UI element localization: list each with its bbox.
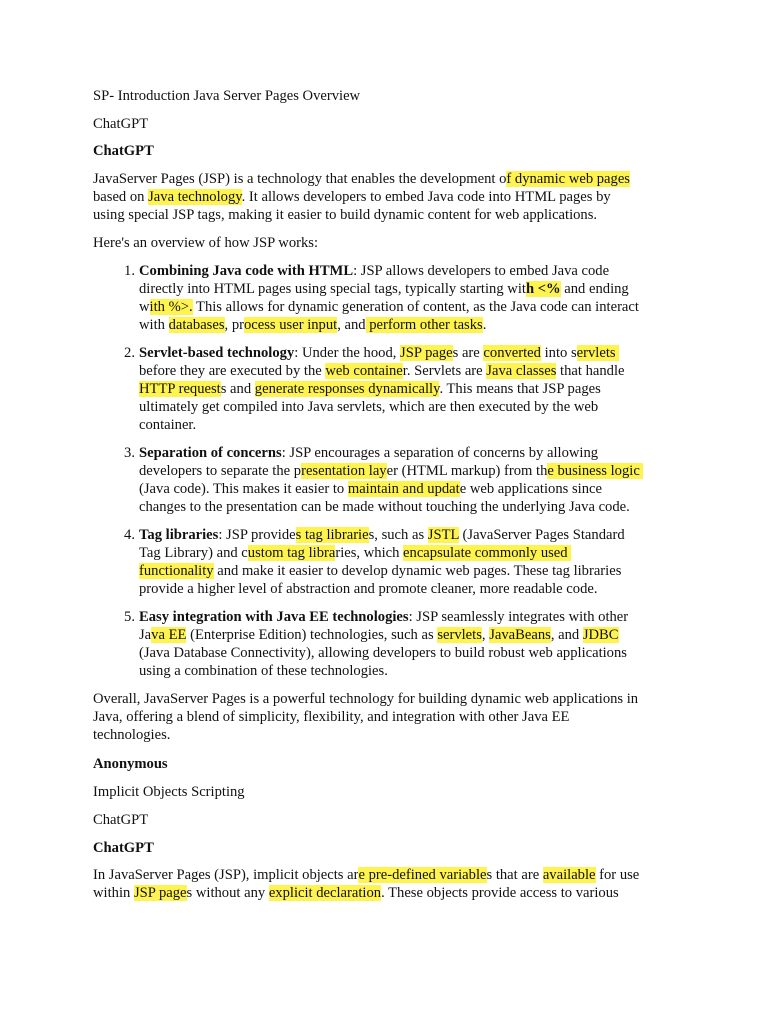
text-run: (Enterprise Edition) technologies, such as <box>186 627 438 643</box>
highlighted-text: functionality <box>139 563 214 579</box>
text-run: : JSP provide <box>218 527 296 543</box>
text-line <box>139 644 627 662</box>
text-run: s without any <box>186 885 269 901</box>
text-run: : JSP allows developers to embed Java code <box>353 263 610 279</box>
text-line <box>93 726 170 744</box>
text-line <box>139 498 630 516</box>
text-run: provide a higher level of abstraction and promote cleaner, more readable code. <box>139 581 598 597</box>
text-run: based on <box>93 189 149 205</box>
text-line <box>93 708 569 726</box>
list-number: 1. <box>124 263 135 279</box>
text-line <box>139 362 624 380</box>
text-line <box>139 526 625 544</box>
highlighted-text: s tag librarie <box>295 527 369 543</box>
text-run: developers to separate the p <box>139 463 302 479</box>
text-line <box>139 444 598 462</box>
text-line <box>139 316 486 334</box>
highlighted-text: Java technology <box>148 189 242 205</box>
text-run: . These objects provide access to various <box>381 885 619 901</box>
text-line <box>93 811 148 829</box>
highlighted-text: servlets <box>437 627 482 643</box>
text-line <box>139 544 571 562</box>
text-run: . This means that JSP pages <box>439 381 601 397</box>
text-line <box>139 662 388 680</box>
text-run: , and <box>337 317 366 333</box>
text-line <box>93 839 154 857</box>
text-line <box>93 170 630 188</box>
highlighted-text: perform other tasks <box>365 317 483 333</box>
text-line <box>93 884 619 902</box>
highlighted-text: JavaBeans <box>489 627 551 643</box>
text-line <box>93 115 148 133</box>
text-line <box>139 380 601 398</box>
highlighted-text: Java classes <box>486 363 557 379</box>
text-run: SP- Introduction Java Server Pages Overview <box>93 88 361 104</box>
highlighted-text: va EE <box>151 627 187 643</box>
text-run: : JSP encourages a separation of concerns by allowing <box>281 445 599 461</box>
highlighted-text: JDBC <box>582 627 619 643</box>
highlighted-text: JSP page <box>400 345 453 361</box>
text-run: JavaServer Pages (JSP) is a technology that enables the development o <box>93 171 507 187</box>
text-line <box>139 398 598 416</box>
highlighted-text: ocess user input <box>243 317 338 333</box>
text-run: r. Servlets are <box>402 363 487 379</box>
text-line <box>139 280 629 298</box>
highlighted-text: f dynamic web pages <box>506 171 630 187</box>
text-run: container. <box>139 417 197 433</box>
text-run: with <box>139 317 169 333</box>
text-run: Separation of concerns <box>139 445 282 461</box>
text-line <box>93 206 597 224</box>
text-line <box>93 234 318 252</box>
highlighted-text: resentation lay <box>301 463 387 479</box>
highlighted-text: e business logic <box>547 463 644 479</box>
text-run: Ja <box>139 627 152 643</box>
highlighted-text: databases <box>168 317 225 333</box>
highlighted-text: ith %>. <box>149 299 193 315</box>
text-line <box>139 562 621 580</box>
highlighted-text: explicit declaration <box>268 885 382 901</box>
text-run: s that are <box>486 867 543 883</box>
text-run: . It allows developers to embed Java code into HTML pages by <box>241 189 611 205</box>
text-run: s are <box>452 345 484 361</box>
text-run: : Under the hood, <box>294 345 401 361</box>
text-run: , pr <box>224 317 244 333</box>
highlighted-text: web containe <box>325 363 403 379</box>
text-run: ChatGPT <box>93 116 149 132</box>
highlighted-text: h <% <box>525 281 561 297</box>
text-run: that handle <box>556 363 625 379</box>
highlighted-text: ervlets <box>576 345 620 361</box>
text-run: Overall, JavaServer Pages is a powerful technology for building dynamic web applications in <box>93 691 639 707</box>
text-run: and make it easier to develop dynamic web pages. These tag libraries <box>213 563 622 579</box>
list-number: 4. <box>124 527 135 543</box>
text-run: , and <box>550 627 583 643</box>
text-line <box>139 626 619 644</box>
text-run: (Java code). This makes it easier to <box>139 481 348 497</box>
text-line <box>139 416 196 434</box>
text-run: ChatGPT <box>93 840 154 856</box>
text-run: s and <box>220 381 255 397</box>
text-run: In JavaServer Pages (JSP), implicit objects ar <box>93 867 359 883</box>
text-run: Implicit Objects Scripting <box>93 784 245 800</box>
text-run: ChatGPT <box>93 143 154 159</box>
highlighted-text: HTTP request <box>139 381 221 397</box>
text-run: Anonymous <box>93 756 168 772</box>
text-run: . <box>482 317 487 333</box>
text-run: using special JSP tags, making it easier to build dynamic content for web applications. <box>93 207 598 223</box>
text-run: changes to the presentation can be made without touching the underlying Java code. <box>139 499 630 515</box>
text-run: This allows for dynamic generation of content, as the Java code can interact <box>192 299 639 315</box>
text-line <box>93 142 154 160</box>
text-run: Combining Java code with HTML <box>139 263 354 279</box>
highlighted-text: generate responses dynamically <box>254 381 440 397</box>
text-run: Servlet-based technology <box>139 345 295 361</box>
text-run: w <box>139 299 150 315</box>
text-line <box>139 462 643 480</box>
text-run: (Java Database Connectivity), allowing developers to build robust web applications <box>139 645 627 661</box>
text-run: Java, offering a blend of simplicity, flexibility, and integration with other Java EE <box>93 709 570 725</box>
text-line <box>93 690 638 708</box>
text-line <box>139 480 602 498</box>
text-line <box>93 188 611 206</box>
text-run: before they are executed by the <box>139 363 326 379</box>
highlighted-text: encapsulate commonly used <box>403 545 572 561</box>
text-run: for use <box>595 867 640 883</box>
highlighted-text: JSP page <box>133 885 187 901</box>
text-run: and ending <box>560 281 629 297</box>
text-line <box>93 87 360 105</box>
text-run: within <box>93 885 134 901</box>
text-run: directly into HTML pages using special tags, typically starting wit <box>139 281 526 297</box>
text-run: ries, which <box>335 545 404 561</box>
highlighted-text: JSTL <box>427 527 459 543</box>
text-line <box>139 580 598 598</box>
text-run: ChatGPT <box>93 812 149 828</box>
text-line <box>139 344 619 362</box>
highlighted-text: converted <box>483 345 541 361</box>
text-run: e web applications since <box>459 481 602 497</box>
text-line <box>139 298 639 316</box>
text-run: er (HTML markup) from th <box>386 463 548 479</box>
text-run: into s <box>540 345 577 361</box>
text-run: Here's an overview of how JSP works: <box>93 235 319 251</box>
text-run: Easy integration with Java EE technologies <box>139 609 409 625</box>
text-run: : JSP seamlessly integrates with other <box>408 609 629 625</box>
text-run: ultimately get compiled into Java servlets, which are then executed by the web <box>139 399 599 415</box>
highlighted-text: maintain and updat <box>347 481 460 497</box>
list-number: 5. <box>124 609 135 625</box>
list-number: 3. <box>124 445 135 461</box>
text-line <box>93 866 639 884</box>
text-line <box>139 262 609 280</box>
text-run: s, such as <box>368 527 428 543</box>
highlighted-text: ustom tag libra <box>247 545 336 561</box>
list-number: 2. <box>124 345 135 361</box>
text-run: (JavaServer Pages Standard <box>458 527 625 543</box>
text-line <box>139 608 628 626</box>
text-line <box>93 755 168 773</box>
highlighted-text: e pre-defined variable <box>358 867 487 883</box>
text-run: technologies. <box>93 727 171 743</box>
text-line <box>93 783 245 801</box>
text-run: Tag Library) and c <box>139 545 248 561</box>
text-run: , <box>481 627 490 643</box>
text-run: using a combination of these technologies. <box>139 663 388 679</box>
highlighted-text: available <box>542 867 596 883</box>
text-run: Tag libraries <box>139 527 219 543</box>
